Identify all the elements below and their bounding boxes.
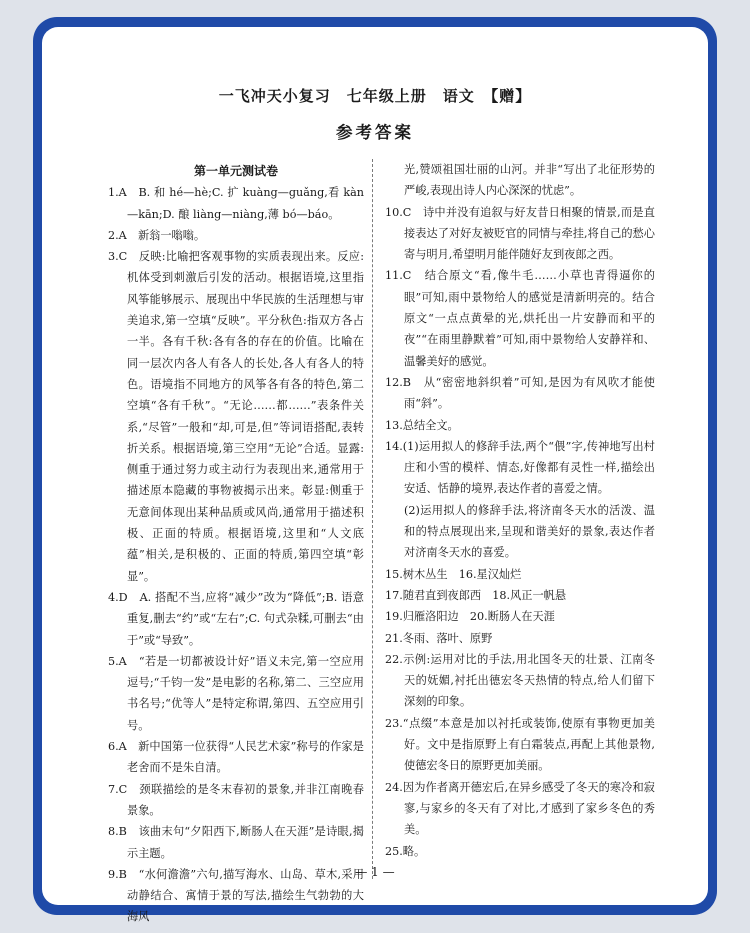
answer-item: 21.冬雨、落叶、原野 [385,631,493,645]
answer-item: 6.A 新中国第一位获得“人民艺术家”称号的作家是老舍而不是朱自清。 [108,740,364,775]
answer-item: 19.归雁洛阳边 20.断肠人在天涯 [385,610,555,624]
column-divider [372,159,374,879]
answer-item: 12.B 从“密密地斜织着”可知,是因为有风吹才能使雨“斜”。 [385,375,655,411]
answer-item: 25.略。 [385,844,426,858]
answer-item: 4.D A. 搭配不当,应将“减少”改为“降低”;B. 语意重复,删去“约”或“左右”;C. 句式杂糅,可删去“由于”或“导致”。 [108,590,364,647]
answer-item: 24.因为作者离开德宏后,在异乡感受了冬天的寒冷和寂寥,与家乡的冬天有了对比,才感到了家乡冬色的秀美。 [385,780,655,837]
answer-sheet [42,27,708,924]
answer-item: 14.(1)运用拟人的修辞手法,两个“偎”字,传神地写出村庄和小雪的模样、情态,好像都有灵性一样,描绘出安适、恬静的境界,表达作者的喜爱之情。 [385,439,655,496]
answer-item-continued: 光,赞颂祖国壮丽的山河。并非“写出了北征形势的严峻,表现出诗人内心深深的忧虑”。 [404,163,655,198]
answer-item: 3.C 反映:比喻把客观事物的实质表现出来。反应:机体受到刺激后引发的活动。根据语境,这里指风筝能够展示、展现出中华民族的生活理想与审美追求,第一空填“反映”。平分秋色:指双方各占一半。各有千秋:各有各的存在的价值。比喻在同一层次内各人有各人的长处,各人有各人的特色。语境指不同地方的风筝各有各的特色,第二空填“各有千秋”。“无论……都……”表条件关系,“尽管”一般和“却,可是,但”等词语搭配,表转折关系。根据语境,第三空用“无论”合适。显露:侧重于通过努力或主动行为表现出来,通常用于描述原本隐藏的事物被揭示出来。彰显:侧重于无意间体现出某种品质或风尚,通常用于描述积极、正面的特质。根据语境,这里和“人文底蕴”相关,是积极的、正面的特质,第四空填“彰显”。 [108,250,364,583]
answer-item: 17.随君直到夜郎西 18.风正一帆悬 [385,588,567,602]
page-number: — 1 — [355,865,395,879]
answer-item: 8.B 该曲末句“夕阳西下,断肠人在天涯”是诗眼,揭示主题。 [108,825,364,860]
answer-item: 23.“点缀”本意是加以衬托或装饰,使原有事物更加美好。文中是指原野上有白霜装点,再配上其他景物,使德宏冬日的原野更加美丽。 [385,716,655,773]
answer-item: 15.树木丛生 16.星汉灿烂 [385,567,522,581]
answer-item: 11.C 结合原文“看,像牛毛……小草也青得逼你的眼”可知,雨中景物给人的感觉是清新明亮的。结合原文“一点点黄晕的光,烘托出一片安静而和平的夜”“在雨里静默着”可知,雨中景物给人安静祥和、温馨美好的感觉。 [385,269,655,368]
answer-item: 7.C 颈联描绘的是冬末春初的景象,并非江南晚春景象。 [108,782,364,817]
left-column [108,159,364,928]
answer-item: 2.A 新翁一嗡嗡。 [108,228,206,242]
answer-item: 5.A “若是一切都被设计好”语义未完,第一空应用逗号;“千钧一发”是电影的名称,第二、三空应用书名号;“优等人”是特定称谓,第四、五空应用引号。 [108,654,364,732]
answer-item: 1.A B. 和 hé—hè;C. 扩 kuàng—guǎng,看 kàn—kān;D. 酿 liàng—niàng,薄 bó—báo。 [108,186,364,221]
book-title: 一飞冲天小复习 七年级上册 语文 【赠】 [218,87,532,105]
answer-item: 22.示例:运用对比的手法,用北国冬天的壮景、江南冬天的妩媚,衬托出德宏冬天热情的特点,给人们留下深刻的印象。 [385,652,655,709]
answer-item: 9.B “水何澹澹”六句,描写海水、山岛、草木,采用动静结合、寓情于景的写法,描绘生气勃勃的大海风 [108,867,364,924]
right-column [385,159,655,862]
answer-item: 13.总结全文。 [385,418,459,432]
answer-item-subpart: (2)运用拟人的修辞手法,将济南冬天水的活泼、温和的特点展现出来,呈现和谐美好的景象,表达作者对济南冬天水的喜爱。 [404,503,655,560]
unit-test-title: 第一单元测试卷 [193,164,278,178]
answer-key-title: 参考答案 [336,123,414,142]
answer-item: 10.C 诗中并没有追叙与好友昔日相聚的情景,而是直接表达了对好友被贬官的同情与牵挂,将自己的愁心寄与明月,希望明月能伴随好友到夜郎之西。 [385,205,655,262]
